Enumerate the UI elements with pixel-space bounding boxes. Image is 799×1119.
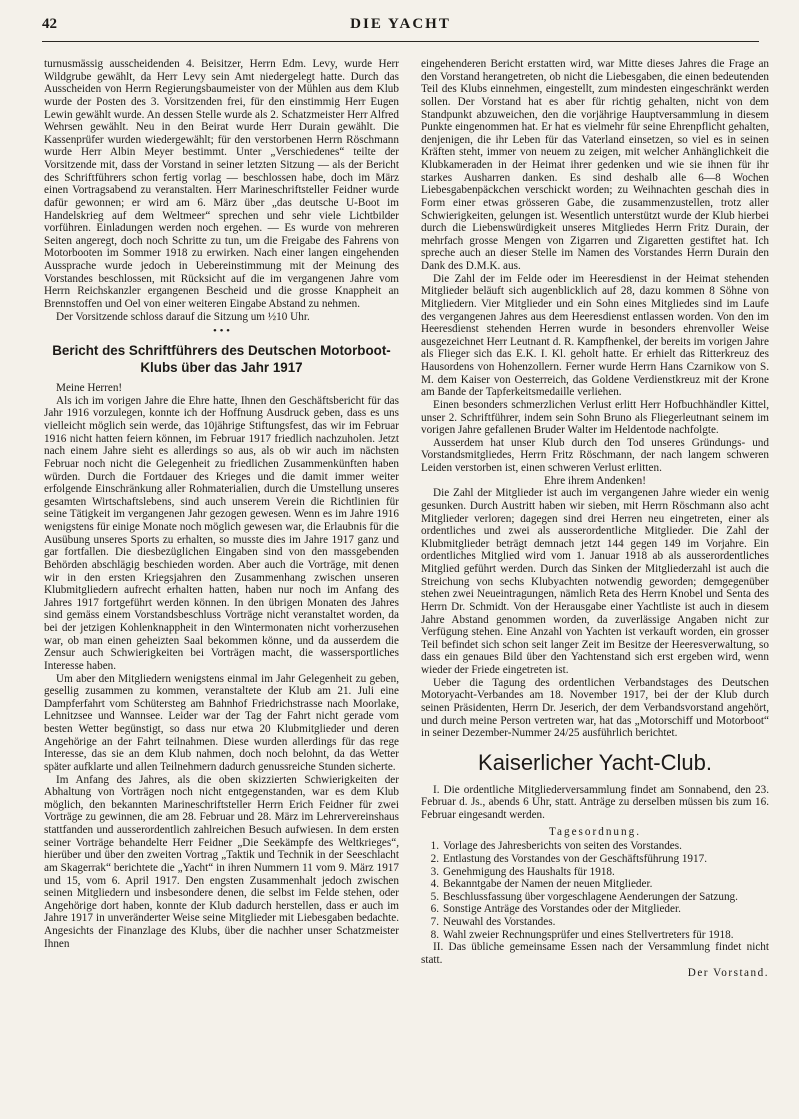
paragraph: Einen besonders schmerzlichen Verlust erlitt Herr Hofbuchhändler Kittel, unser 2. Schriftführer, indem sein Sohn Bruno als Fliegerleutnant seinem im vorigen Jahre gefallenen Bruder Walter im Heldentode nachfolgte. bbox=[421, 398, 769, 437]
closing-note: II. Das übliche gemeinsame Essen nach der Versammlung findet nicht statt. bbox=[421, 941, 769, 966]
agenda-item-number: 1. bbox=[430, 840, 439, 853]
honor-line: Ehre ihrem Andenken! bbox=[544, 474, 646, 487]
paragraph: Um aber den Mitgliedern wenigstens einmal im Jahr Gelegenheit zu geben, gesellig zusammen zu kommen, veranstaltete der Klub am 21. Juli eine Dampferfahrt vom Schütersteg am Bahnhof Friedrichstrasse nach Moorlake, Lehnitzsee und Wannsee. Leider war der Tag der Fahrt nicht gerade vom besten Wetter begünstigt, so dass nur etwa 20 Klubmitglieder und deren Angehörige an der Fahrt teilnahmen. Diese wurden allerdings für das rege Interesse, das sie an dem Klub nahmen, doch noch belohnt, da das Wetter später aufklarte und allen Teilnehmern dadurch genussreiche Stunden sicherte. bbox=[44, 672, 399, 773]
section-heading: Bericht des Schriftführers des Deutschen Motorboot-Klubs über das Jahr 1917 bbox=[52, 343, 391, 375]
agenda-item-text: Wahl zweier Rechnungsprüfer und eines Stellvertreters für 1918. bbox=[443, 928, 734, 941]
agenda-item-text: Sonstige Anträge des Vorstandes oder der Mitglieder. bbox=[443, 903, 681, 916]
agenda-item-number: 6. bbox=[430, 903, 439, 916]
agenda-item-number: 7. bbox=[430, 916, 439, 928]
paragraph: turnusmässig ausscheidenden 4. Beisitzer, Herrn Edm. Levy, wurde Herr Wildgrube gewählt, da Herr Levy sein Amt niedergelegt hatte. Durch das Ausscheiden von Herrn Regierungsbaumeister von der Mühlen aus dem Klub wurde der Posten des 3. Vorsitzenden frei, für den einstimmig Herr Eugen Lewin gewählt wurde. An dessen Stelle wurde als 2. Schatzmeister Herr Alfred Wehrsen gewählt. Neu in den Beirat wurde Herr Durain gewählt. Die Kassenprüfer wurden wiedergewählt; für den verstorbenen Herrn Röschmann wurde Herr Albin Meyer bestimmt. Unter „Verschiedenes“ teilte der Vorsitzende mit, dass der Vorstand in seiner letzten Sitzung — als der Bericht des Schriftführers schon fertig vorlag — beschlossen habe, doch im März einen Vortragsabend zu veranstalten. Herr Marineschriftsteller Feidner wurde dafür gewonnen; er wird am 6. März über „das deutsche U-Boot im Handelskrieg auf dem Weltmeer“ sprechen und sehr viele Lichtbilder vorführen. Einladungen werden noch ergehen. — Es wurde von mehreren Seiten angeregt, doch noch Schritte zu tun, um die Freigabe des Fahrens von Motorbooten im Sommer 1918 zu erwirken. Nach einer langen eingehenden Aussprache wurde jedoch in Uebereinstimmung mit der Meinung des Vorstandes beschlossen, mit Rücksicht auf die im vergangenen Jahre vom Herrn Reichskanzler ergangenen Bescheid und die grosse Knappheit an Brennstoffen und Oel von einer weiteren Eingabe Abstand zu nehmen. bbox=[44, 58, 399, 310]
separator-dots: • • • bbox=[212, 325, 231, 338]
paragraph: Im Anfang des Jahres, als die oben skizzierten Schwierigkeiten der Abhaltung von Vorträgen noch nicht entgegenstanden, war es dem Klub möglich, den bekannten Marineschriftsteller Herrn Erich Feidner für zwei Vorträge zu gewinnen, die am 28. Februar und 28. März im Lehrervereinshaus stattfanden und ausserordentlich zahlreichen Besuch aufwiesen. In dem ersten seiner Vorträge behandelte Herr Feidner „Die Seekämpfe des Weltkrieges“, hierüber und über den zweiten Vortrag „Taktik und Technik in der Seeschlacht am Skagerrak“ berichtete die „Yacht“ in ihren Nummern 11 vom 9. März 1917 und 15, vom 6. April 1917. Den engsten Zusammenhalt jedoch zwischen seinen Mitgliedern und insbesondere denen, die selbst im Felde stehen, oder Angehörige dort haben, konnte der Klub dadurch herstellen, dass er auch im Jahre 1917 in unveränderter Weise seine Mitglieder mit Liebesgaben bedachte. Angesichts der Finanzlage des Klubs, über die nachher unser Schatzmeister Ihnen bbox=[44, 773, 399, 950]
agenda-item bbox=[421, 840, 769, 853]
paragraph: Die Zahl der Mitglieder ist auch im vergangenen Jahre wieder ein wenig gesunken. Durch Austritt haben wir sieben, mit Herrn Röschmann also acht Mitglieder verloren; dagegen sind drei Herren neu eingetreten, einer als ordentliches und zwei als ausserordentliche Mitglieder. Die Zahl der Klubmitglieder beträgt demnach jetzt 144 gegen 149 im Vorjahre. Ein ordentliches Mitglied wird vom 1. Januar 1918 ab als ausserordentliches Mitglied geführt werden. Durch das Sinken der Mitgliederzahl ist auch die Streichung von sechs Klubyachten notwendig geworden; demgegenüber stehen zwei Neueintragungen, nämlich Reta des Herrn Knobel und Senta des Herrn Dr. Schmidt. Von der Herausgabe einer Yachtliste ist auch in diesem Jahre Abstand genommen worden, da zuverlässige Angaben nicht zur Verfügung stehen. Eine Anzahl von Yachten ist verkauft worden, ein grosser Teil befindet sich schon seit langer Zeit im Besitze der Heeresverwaltung, so dass ein genaues Bild über den Yachtenstand sich erst ergeben wird, wenn wieder der Friede eingetreten ist. bbox=[421, 487, 769, 676]
agenda-item-text: Bekanntgabe der Namen der neuen Mitglieder. bbox=[443, 878, 653, 891]
agenda-title: Tagesordnung. bbox=[548, 825, 641, 838]
agenda-item bbox=[421, 878, 769, 891]
agenda-item bbox=[421, 929, 769, 942]
paragraph: Ausserdem hat unser Klub durch den Tod unseres Gründungs- und Vorstandsmitgliedes, Herrn Fritz Röschmann, der nach langem schweren Leiden verstorben ist, einen schweren Verlust erlitten. bbox=[421, 436, 769, 474]
agenda-item bbox=[421, 853, 769, 866]
agenda-item-text: Neuwahl des Vorstandes. bbox=[443, 916, 556, 928]
agenda-item-text: Entlastung des Vorstandes von der Geschäftsführung 1917. bbox=[443, 852, 708, 865]
agenda-item bbox=[421, 891, 769, 904]
agenda-item bbox=[421, 916, 769, 929]
agenda-item-text: Beschlussfassung über vorgeschlagene Aenderungen der Satzung. bbox=[443, 890, 738, 903]
agenda-list bbox=[421, 840, 769, 941]
agenda-item-text: Genehmigung des Haushalts für 1918. bbox=[443, 865, 615, 878]
running-title: DIE YACHT bbox=[350, 16, 451, 32]
agenda-item-number: 3. bbox=[430, 865, 439, 878]
right-column bbox=[421, 58, 769, 979]
paragraph: Als ich im vorigen Jahre die Ehre hatte, Ihnen den Geschäftsbericht für das Jahr 1916 vorzulegen, konnte ich der Hoffnung Ausdruck geben, dass es uns vielleicht möglich sein werde, das 10jährige Stiftungsfest, das wir im Februar 1916 nicht hatten feiern können, im Februar 1917 friedlich nachzuholen. Jetzt nach einem Jahre sieht es allerdings so aus, als ob wir auch im nächsten Februar noch nicht die Gelegenheit zu friedlichen Zusammenkünften haben würden. Durch die Fortdauer des Krieges und die damit immer weiter erfolgende Einschränkung aller Rohmaterialien, durch die Umstellung unseres gesamten Wirtschaftslebens, sind auch unserem Verein die Richtlinien für seine Tätigkeit im vergangenen Jahr gezogen gewesen. Wenn es im Jahre 1916 wenigstens für einige Monate noch möglich gewesen war, die Erlaubnis für die Ausübung unseres Sports zu erhalten, so musste dies im Jahre 1917 ganz und gar fortfallen. Die diesbezüglichen Eingaben sind von den massgebenden Behörden abschlägig beschieden worden. Aber auch die Vorträge, mit denen wir in den ersten Kriegsjahren den Zusammenhang zwischen unseren Klubmitgliedern aufrecht erhalten hatten, haben nur noch im Anfang des Jahres 1917 fortgeführt werden können. In den übrigen Monaten des Jahres sind gemäss einem Vorstandsbeschluss Vorträge nicht veranstaltet worden, da bei der jetzigen Kohlenknappheit in den Wintermonaten nicht vorherzusehen war, ob man einen geheizten Saal bekommen könne, und da ausserdem die Zensur auch Schwierigkeiten bei Vorträgen macht, die wassersportliches Interesse haben. bbox=[44, 394, 399, 672]
paragraph: Der Vorsitzende schloss darauf die Sitzung um ½10 Uhr. bbox=[56, 310, 310, 323]
agenda-item bbox=[421, 866, 769, 879]
left-column bbox=[44, 58, 399, 950]
agenda-item-number: 5. bbox=[430, 890, 439, 903]
paragraph: Ueber die Tagung des ordentlichen Verbandstages des Deutschen Motoryacht-Verbandes am 18. November 1917, bei der der Klub durch seinen Präsidenten, Herrn Dr. Jeserich, der dem Verbandsvorstand angehört, und durch meine Person vertreten war, hat das „Motorschiff und Motorboot“ in seiner Dezember-Nummer 24/25 ausführlich berichtet. bbox=[421, 676, 769, 740]
salutation: Meine Herren! bbox=[56, 382, 123, 395]
paragraph: eingehenderen Bericht erstatten wird, war Mitte dieses Jahres die Frage an den Vorstand herangetreten, ob nicht die Liebesgaben, die einen bedeutenden Teil des Klubs einnehmen, eingestellt, zum mindesten eingeschränkt werden sollen. Der Vorstand hat es aber für richtig gehalten, nicht von dem Standpunkt abzuweichen, den die vorjährige Hauptversammlung in diesem Punkte eingenommen hat. Er hat es vielmehr für seine Ehrenpflicht gehalten, denjenigen, die ihr Leben für das Vaterland einsetzen, so viel es in seinen Kräften steht, immer von neuem zu zeigen, mit welcher Anhänglichkeit die Klubkameraden in der Heimat ihrer gedenken und wie sie ihnen für ihr starkes Ausharren danken. Es sind deshalb alle 6—8 Wochen Liebesgabenpäckchen verschickt worden; zu Weihnachten geschah dies in Form einer etwas grösseren Gabe, die zusammenzustellen, trotz aller Schwierigkeiten, gelungen ist. Wesentlich unterstützt wurde der Klub hierbei durch die Liebenswürdigkeit unseres Mitgliedes Herrn Fritz Durain, der mehrfach grosse Mengen von Zigarren und Zigaretten gestiftet hat. Ich spreche auch an dieser Stelle im Namen des Vorstandes Herrn Durain den Dank des D.M.K. aus. bbox=[421, 58, 769, 272]
header-rule bbox=[42, 41, 759, 42]
announcement: I. Die ordentliche Mitgliederversammlung findet am Sonnabend, den 23. Februar d. Js., abends 6 Uhr, statt. Anträge zu derselben müssen bis zum 16. Februar eingesandt werden. bbox=[421, 783, 769, 821]
agenda-item-text: Vorlage des Jahresberichts von seiten des Vorstandes. bbox=[443, 840, 682, 853]
agenda-item-number: 2. bbox=[430, 852, 439, 865]
agenda-item-number: 4. bbox=[430, 878, 439, 891]
page-header bbox=[42, 14, 759, 36]
page-number: 42 bbox=[42, 16, 57, 32]
signoff: Der Vorstand. bbox=[687, 966, 769, 979]
agenda-item bbox=[421, 903, 769, 916]
agenda-item-number: 8. bbox=[430, 928, 439, 941]
club-heading: Kaiserlicher Yacht-Club. bbox=[478, 749, 712, 775]
paragraph: Die Zahl der im Felde oder im Heeresdienst in der Heimat stehenden Mitglieder beläuft sich augenblicklich auf 28, dazu kommen 8 Söhne von Mitgliedern. Vier Mitglieder und ein Sohn eines Mitgliedes sind im Laufe des vergangenen Jahres aus dem Heeresdienst entlassen worden. Von den im Heeresdienst stehenden Herren wurde in besonders ehrenvoller Weise ausgezeichnet Herr Leutnant d. R. Kampfhenkel, der bereits im vorigen Jahre als Flieger sich das E.K. I. Kl. geholt hatte. Er erhielt das Ritterkreuz des Hausordens von Hohenzollern. Ferner wurde Herrn Hans Czarnikow von S. M. dem Kaiser von Oesterreich, das Goldene Verdienstkreuz mit der Krone am Bande der Tapferkeitsmedaille verliehen. bbox=[421, 272, 769, 399]
